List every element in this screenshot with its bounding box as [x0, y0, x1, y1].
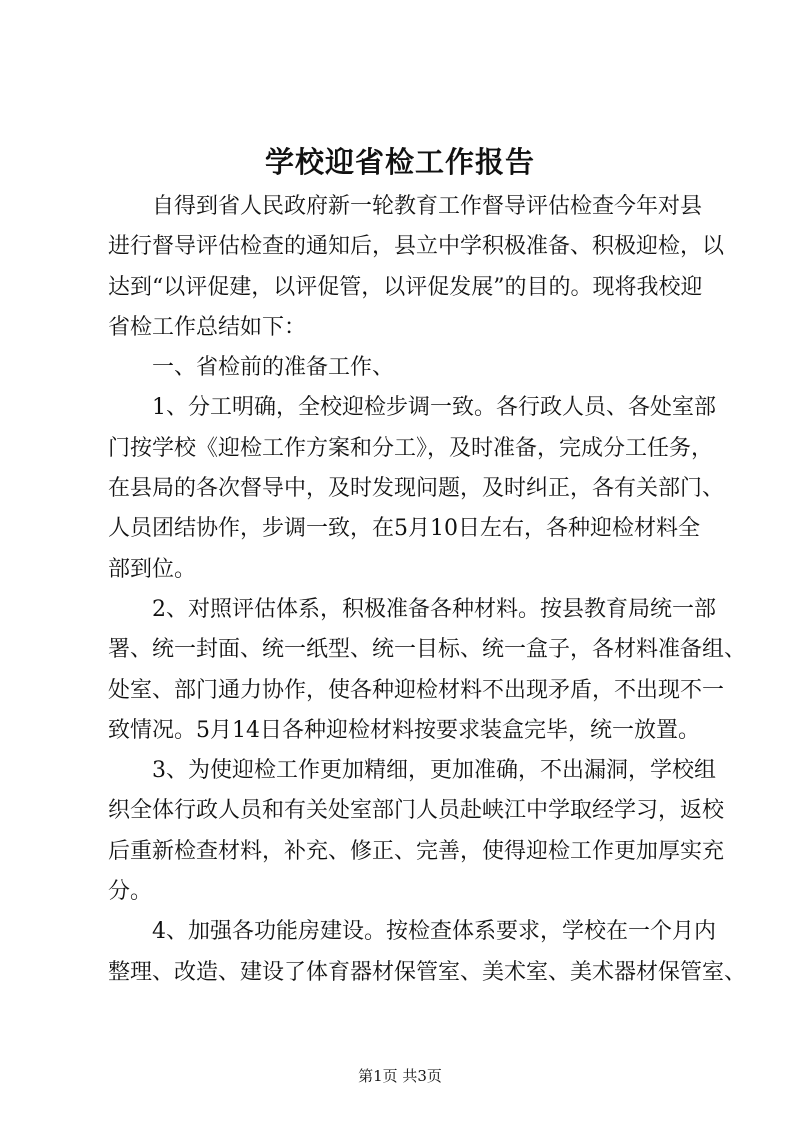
text-line: 致情况。5月14日各种迎检材料按要求装盒完毕，统一放置。 [108, 717, 700, 743]
text-line: 4、加强各功能房建设。按检查体系要求，学校在一个月内 [152, 919, 716, 945]
paragraph-item-4 [108, 912, 747, 993]
text-line: 部到位。 [108, 556, 197, 582]
text-line: 署、统一封面、统一纸型、统一目标、统一盒子，各材料准备组、 [108, 637, 747, 663]
text-line: 自得到省人民政府新一轮教育工作督导评估检查今年对县 [152, 194, 703, 219]
text-line: 3、为使迎检工作更加精细，更加准确，不出漏洞，学校组 [152, 758, 716, 784]
document-title: 学校迎省检工作报告 [264, 145, 535, 179]
paragraph-intro [108, 187, 725, 348]
text-line: 2、对照评估体系，积极准备各种材料。按县教育局统一部 [152, 596, 716, 622]
text-line: 1、分工明确，全校迎检步调一致。各行政人员、各处室部 [152, 395, 716, 421]
text-line: 门按学校《迎检工作方案和分工》，及时准备，完成分工任务， [108, 435, 714, 461]
text-line: 后重新检查材料，补充、修正、完善，使得迎检工作更加厚实充 [108, 838, 725, 864]
page-footer: 第1页 共3页 [358, 1067, 442, 1085]
text-line: 人员团结协作，步调一致，在5月10日左右，各种迎检材料全 [108, 516, 700, 542]
text-line: 达到“以评促建，以评促管，以评促发展”的目的。现将我校迎 [108, 274, 703, 300]
text-line: 在县局的各次督导中，及时发现问题，及时纠正，各有关部门、 [108, 476, 725, 502]
paragraph-item-3 [108, 751, 725, 912]
text-line: 一、省检前的准备工作、 [152, 355, 395, 381]
section-heading [108, 348, 708, 388]
text-line: 分。 [108, 879, 153, 905]
text-line: 省检工作总结如下： [108, 314, 307, 340]
text-line: 处室、部门通力协作，使各种迎检材料不出现矛盾，不出现不一 [108, 677, 725, 703]
paragraph-item-2 [108, 590, 747, 751]
paragraph-item-1 [108, 388, 725, 589]
text-line: 整理、改造、建设了体育器材保管室、美术室、美术器材保管室、 [108, 959, 747, 985]
text-line: 进行督导评估检查的通知后，县立中学积极准备、积极迎检，以 [108, 234, 725, 260]
document-body [108, 187, 747, 993]
text-line: 织全体行政人员和有关处室部门人员赴峡江中学取经学习，返校 [108, 798, 725, 824]
